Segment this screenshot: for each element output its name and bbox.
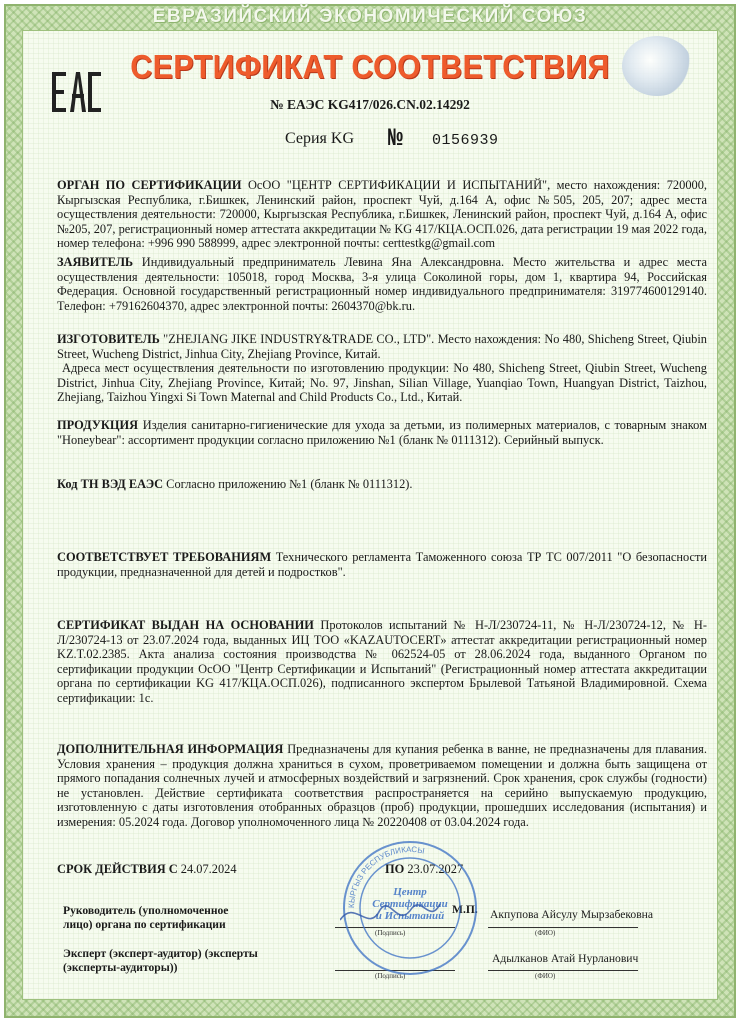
validity-to-label: ПО: [385, 862, 405, 876]
round-seal-stamp: [340, 838, 480, 978]
head-name-line: [488, 927, 638, 928]
applicant-text: Индивидуальный предприниматель Левина Яна Александровна. Место жительства и адрес места осуществления деятельности: 105018, город Москва, 3-я улица Соколиной горы, дом 1, квартира 94, Российская Федерация. Основной государственный регистрационный номер индивидуального предпринимателя: 319774600129140. Телефон: +79162604370, адрес электронной почты: 2604370@bk.ru.: [57, 255, 707, 313]
conforms-text: Технического регламента Таможенного союза ТР ТС 007/2011 "О безопасности продукции, предназначенной для детей и подростков".: [57, 550, 707, 579]
union-banner: ЕВРАЗИЙСКИЙ ЭКОНОМИЧЕСКИЙ СОЮЗ: [152, 6, 588, 27]
expert-label: Эксперт (эксперт-аудитор) (эксперты (эксперты-аудиторы)): [63, 947, 258, 974]
basis-section: [57, 618, 707, 705]
basis-label: СЕРТИФИКАТ ВЫДАН НА ОСНОВАНИИ: [57, 618, 314, 632]
product-text: Изделия санитарно-гигиенические для ухода за детьми, из полимерных материалов, с товарным знаком "Honeybear": ассортимент продукции согласно приложению №1 (бланк № 0111312). Серийный выпуск.: [57, 418, 707, 447]
applicant-label: ЗАЯВИТЕЛЬ: [57, 255, 134, 269]
seal-center-text: Центр Сертификации и Испытаний: [372, 886, 448, 922]
series-label: Серия KG: [285, 130, 354, 147]
validity-from: [57, 862, 377, 877]
certificate-number: № ЕАЭС KG417/026.CN.02.14292: [270, 97, 470, 112]
organ-section: [57, 178, 707, 251]
series-number: 0156939: [432, 132, 499, 149]
additional-label: ДОПОЛНИТЕЛЬНАЯ ИНФОРМАЦИЯ: [57, 742, 284, 756]
hologram-sticker: [622, 36, 692, 96]
stamp-place: М.П.: [452, 903, 478, 916]
expert-signature-caption: (Подпись): [375, 972, 406, 980]
code-label: Код ТН ВЭД ЕАЭС: [57, 477, 164, 491]
certificate-title: СЕРТИФИКАТ СООТВЕТСТВИЯ: [130, 48, 610, 85]
additional-section: [57, 742, 707, 829]
conforms-section: [57, 550, 707, 579]
product-label: ПРОДУКЦИЯ: [57, 418, 139, 432]
organ-label: ОРГАН ПО СЕРТИФИКАЦИИ: [57, 178, 242, 192]
organ-text: ОсОО "ЦЕНТР СЕРТИФИКАЦИИ И ИСПЫТАНИЙ", место нахождения: 720000, Кыргызская Республика, г.Бишкек, Ленинский район, проспект Чуй, д.164 А, офис №505, 205, 207; адрес места осуществления деятельности: 720000, Кыргызская Республика, г.Бишкек, Ленинский район, проспект Чуй, д.164 А, офис №205, 207, регистрационный номер аттестата аккредитации № KG 417/КЦА.ОСП.026, дата регистрации 19 мая 2022 года, номер телефона: +996 990 588999, адрес электронной почты: certtestkg@gmail.com: [57, 178, 707, 250]
head-name: Акпупова Айсулу Мырзабековна: [490, 908, 654, 921]
manufacturer-addresses: [57, 361, 707, 405]
expert-name: Адылканов Атай Нурланович: [492, 952, 639, 965]
basis-text: Протоколов испытаний № Н-Л/230724-11, № Н-Л/230724-12, № Н-Л/230724-13 от 23.07.2024 года, выданных ИЦ ТОО «KAZAUTOCERT» аттестат аккредитации регистрационный номер KZ.T.02.2385. Акта анализа состояния производства № 062524-05 от 28.06.2024 года, выданного Органом по сертификации продукции ОсОО "Центр Сертификации и Испытаний" (Регистрационный номер аттестата аккредитации органа по сертификации KG 417/КЦА.ОСП.026), подписанного экспертом Брылевой Татьяной Владимировной. Схема сертификации: 1с.: [57, 618, 707, 705]
validity-to-date: 23.07.2027: [404, 862, 464, 876]
validity-from-label: СРОК ДЕЙСТВИЯ С: [57, 862, 178, 876]
seal-ring-text: КЫРГЫЗ РЕСПУБЛИКАСЫ: [346, 844, 426, 909]
conforms-label: СООТВЕТСТВУЕТ ТРЕБОВАНИЯМ: [57, 550, 272, 564]
head-label: Руководитель (уполномоченное лицо) органа по сертификации: [63, 904, 229, 931]
head-name-caption: (ФИО): [535, 929, 556, 937]
manufacturer-section: [57, 332, 707, 361]
number-sign: №: [388, 124, 404, 153]
applicant-section: [57, 255, 707, 313]
manufacturer-label: ИЗГОТОВИТЕЛЬ: [57, 332, 160, 346]
additional-text: Предназначены для купания ребенка в ванне, не предназначены для плавания. Условия хранения – продукция должна храниться в сухом, проветриваемом помещении и должна быть защищена от прямого попадания солнечных лучей и атмосферных воздействий и загрязнений. Срок хранения, срок службы (годности) не установлен. Действие сертификата соответствия распространяется на серийно выпускаемую продукцию, изготовленную с даты изготовления отобранных образцов (проб) продукции, прошедших исследования (испытания) и измерения: 05.2024 года. Договор уполномоченного лица № 20220408 от 03.04.2024 года.: [57, 742, 707, 829]
product-section: [57, 418, 707, 447]
validity-from-date: 24.07.2024: [177, 862, 237, 876]
expert-name-caption: (ФИО): [535, 972, 556, 980]
expert-name-line: [488, 970, 638, 971]
manufacturer-addresses-text: Адреса мест осуществления деятельности по изготовлению продукции: No 480, Shicheng Street, Qiubin Street, Wucheng District, Jinhua City, Zhejiang Province, Китай; No. 97, Jinshan, Silian Village, Yuanqiao Town, Huangyan District, Taizhou, Zhejiang, Taizhou Yingxi Si Town Maternal and Child Products Co., Ltd., Китай.: [57, 361, 707, 404]
code-section: [57, 477, 707, 492]
head-signature-caption: (Подпись): [375, 929, 406, 937]
code-text: Согласно приложению №1 (бланк № 0111312).: [163, 477, 413, 491]
manufacturer-text: "ZHEJIANG JIKE INDUSTRY&TRADE CO., LTD". Место нахождения: No 480, Shicheng Street, Qiubin Street, Wucheng District, Jinhua City, Zhejiang Province, Китай.: [57, 332, 707, 361]
